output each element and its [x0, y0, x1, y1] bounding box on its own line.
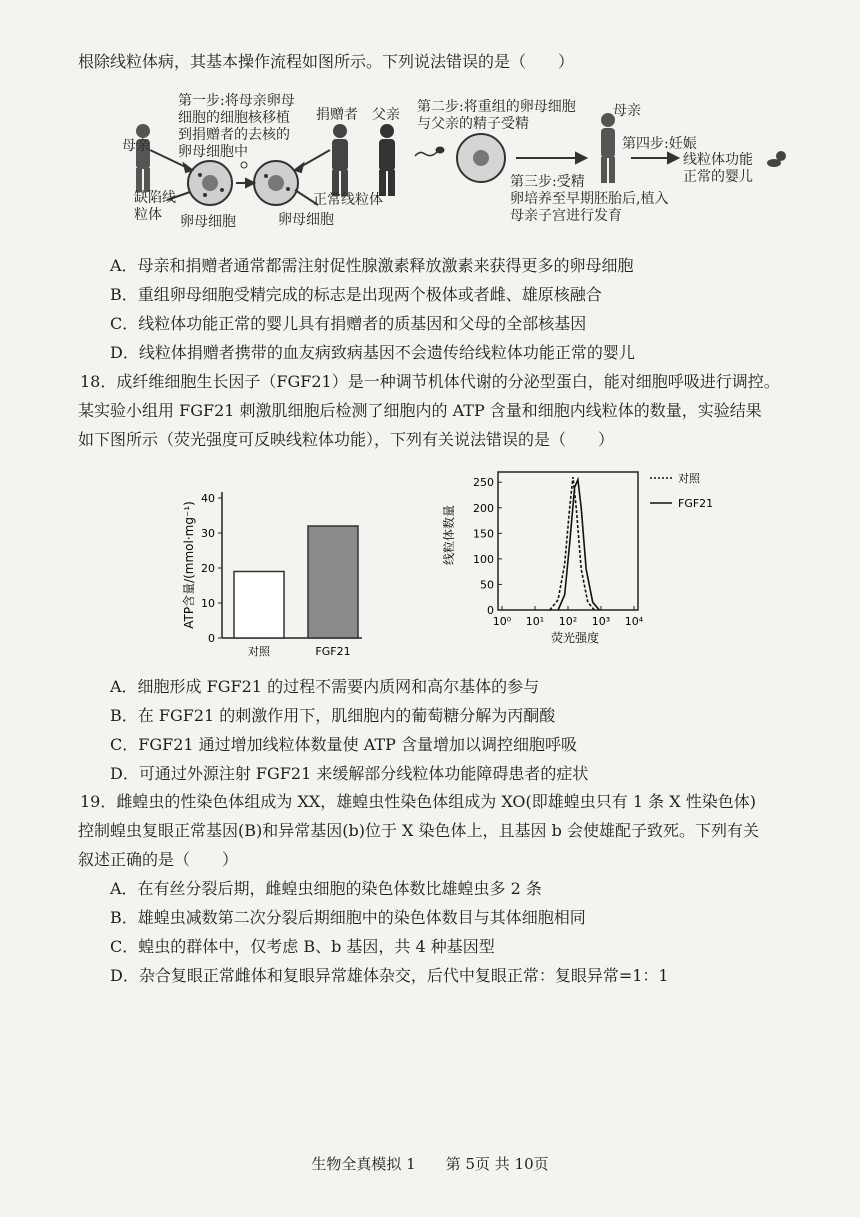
bar-1 [234, 572, 284, 639]
line-ytick-label: 100 [473, 552, 494, 566]
q18-stem-line2: 某实验小组用 FGF21 刺激肌细胞后检测了细胞内的 ATP 含量和细胞内线粒体的数量，实验结果 [78, 401, 762, 420]
label-step1-line2: 细胞的细胞核移植 [178, 110, 290, 126]
father-figure-icon [379, 124, 395, 196]
series-line-control [550, 477, 595, 610]
line-ytick-label: 0 [487, 604, 494, 617]
line-xtick-label: 10³ [591, 615, 611, 628]
label-step1-line3: 到捐赠者的去核的 [178, 127, 290, 143]
mother-left-figure-icon [136, 124, 150, 192]
q17-option-b: B．重组卵母细胞受精完成的标志是出现两个极体或者雌、雄原核融合 [110, 285, 602, 304]
label-step4: 第四步:妊娠 [622, 136, 697, 152]
label-baby-line2: 正常的婴儿 [683, 169, 753, 185]
label-baby-line1: 线粒体功能 [683, 152, 753, 168]
q19-stem-line2: 控制蝗虫复眼正常基因(B)和异常基因(b)位于 X 染色体上，且基因 b 会使雄配子致死。下列有关 [78, 821, 759, 840]
mito-count-line-chart [440, 460, 760, 645]
line-chart-ylabel: 线粒体数量 [442, 504, 456, 566]
q19-option-d: D．杂合复眼正常雌体和复眼异常雄体杂交，后代中复眼正常：复眼异常=1：1 [110, 966, 669, 985]
line-xtick-label: 10¹ [525, 615, 545, 628]
q19-stem-line3: 叙述正确的是（ ） [78, 850, 239, 869]
donor-figure-icon [332, 124, 348, 196]
mother-right-figure-icon [601, 113, 615, 183]
label-mother-left: 母亲 [122, 138, 150, 154]
line-plot-frame [498, 472, 638, 610]
atp-bar-chart [180, 475, 380, 670]
page-footer: 生物全真模拟 1 第 5页 共 10页 [311, 1155, 549, 1173]
bar-ytick-label: 10 [201, 597, 215, 610]
label-step2-line2: 与父亲的精子受精 [417, 116, 529, 132]
label-normal-mito: 正常线粒体 [313, 192, 383, 208]
bar-ytick-label: 20 [201, 562, 215, 575]
sperm-icon [415, 147, 444, 156]
q19-stem-line1: 19．雌蝗虫的性染色体组成为 XX，雄蝗虫性染色体组成为 XO(即雄蝗虫只有 1 条 X 性染色体) [80, 792, 756, 811]
label-egg1: 卵母细胞 [180, 214, 236, 230]
line-ytick-label: 200 [473, 501, 494, 515]
legend-label: FGF21 [678, 497, 714, 510]
label-step2-line1: 第二步:将重组的卵母细胞 [417, 99, 576, 115]
bar-category-label: FGF21 [315, 645, 351, 658]
label-step3-line3: 母亲子宫进行发育 [510, 208, 622, 224]
baby-icon [767, 151, 786, 167]
label-mother-right: 母亲 [613, 103, 641, 119]
label-father: 父亲 [372, 107, 400, 123]
line-ytick-label: 150 [473, 527, 494, 541]
bar-ytick-label: 0 [208, 632, 215, 645]
line-ytick-label: 250 [473, 476, 494, 490]
q17-option-a: A．母亲和捐赠者通常都需注射促性腺激素释放激素来获得更多的卵母细胞 [110, 256, 634, 275]
bar-ytick-label: 30 [201, 527, 215, 540]
label-donor: 捐赠者 [316, 107, 358, 123]
label-step1-line1: 第一步:将母亲卵母 [178, 93, 295, 109]
q18-stem-line1: 18．成纤维细胞生长因子（FGF21）是一种调节机体代谢的分泌型蛋白，能对细胞呼吸进行调控。 [80, 372, 780, 391]
q19-option-b: B．雄蝗虫减数第二次分裂后期细胞中的染色体数目与其体细胞相同 [110, 908, 586, 927]
q19-option-a: A．在有丝分裂后期，雌蝗虫细胞的染色体数比雄蝗虫多 2 条 [110, 879, 542, 898]
line-xtick-label: 10² [558, 615, 578, 628]
label-step3-line1: 第三步:受精 [510, 174, 585, 190]
q18-option-c: C．FGF21 通过增加线粒体数量使 ATP 含量增加以调控细胞呼吸 [110, 735, 577, 754]
line-ytick-label: 50 [480, 578, 494, 592]
q17-option-d: D．线粒体捐赠者携带的血友病致病基因不会遗传给线粒体功能正常的婴儿 [110, 343, 635, 362]
q18-option-a: A．细胞形成 FGF21 的过程不需要内质网和高尔基体的参与 [110, 677, 540, 696]
q18-option-b: B．在 FGF21 的刺激作用下，肌细胞内的葡萄糖分解为丙酮酸 [110, 706, 556, 725]
legend-label: 对照 [678, 472, 700, 485]
q18-stem-line3: 如下图所示（荧光强度可反映线粒体功能），下列有关说法错误的是（ ） [78, 430, 615, 449]
label-defect-mito-line1: 缺陷线 [134, 190, 176, 206]
q17-intro: 根除线粒体病，其基本操作流程如图所示。下列说法错误的是（ ） [78, 52, 575, 71]
fertilized-egg-icon [457, 134, 505, 182]
label-defect-mito-line2: 粒体 [134, 207, 162, 223]
bar-2 [308, 526, 358, 638]
label-step1-line4: 卵母细胞中 [178, 144, 248, 160]
label-step3-line2: 卵培养至早期胚胎后,植入 [510, 191, 669, 207]
bar-chart-ylabel: ATP含量/(mmol·mg⁻¹) [182, 501, 196, 629]
line-xtick-label: 10⁰ [492, 615, 512, 628]
line-chart-xlabel: 荧光强度 [550, 631, 600, 645]
q19-option-c: C．蝗虫的群体中，仅考虑 B、b 基因，共 4 种基因型 [110, 937, 495, 956]
egg-cell-2-icon [254, 161, 298, 205]
line-xtick-label: 10⁴ [624, 615, 644, 628]
nucleus-dot-icon [241, 162, 247, 168]
label-egg2: 卵母细胞 [278, 212, 334, 228]
bar-category-label: 对照 [248, 645, 270, 658]
series-line-fgf21 [558, 480, 599, 610]
egg-cell-1-icon [188, 161, 232, 205]
q17-option-c: C．线粒体功能正常的婴儿具有捐赠者的质基因和父母的全部核基因 [110, 314, 587, 333]
bar-ytick-label: 40 [201, 492, 215, 505]
q18-option-d: D．可通过外源注射 FGF21 来缓解部分线粒体功能障碍患者的症状 [110, 764, 589, 783]
